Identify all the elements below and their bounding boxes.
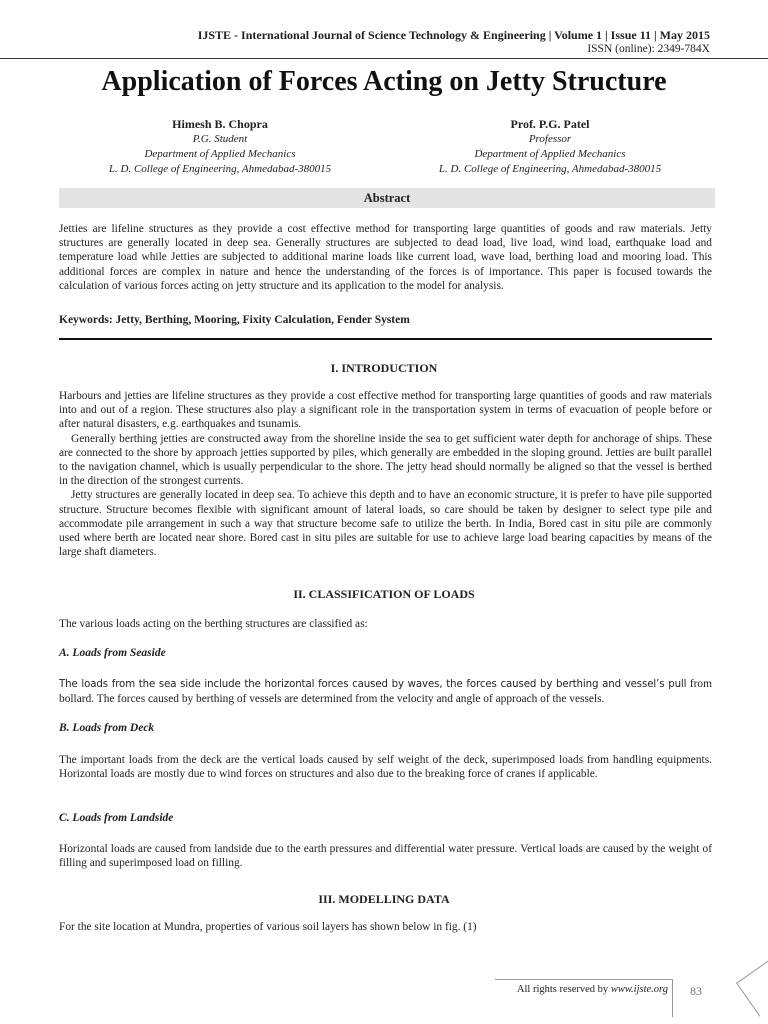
landside-body bbox=[59, 842, 712, 870]
issn-line: ISSN (online): 2349-784X bbox=[587, 43, 710, 55]
intro-paragraph-1: Harbours and jetties are lifeline structures as they provide a cost effective method for transporting large quantities of goods and raw materials into and out of a region. These structures also play a significant role in the transportation system in terms of evacuation of people before or after natural disasters, e.g. earthquakes and tsunamis. bbox=[59, 390, 712, 431]
section-heading-classification: II. CLASSIFICATION OF LOADS bbox=[293, 587, 475, 601]
journal-header: IJSTE - International Journal of Science Technology & Engineering | Volume 1 | Issue 11 | May 2015 bbox=[197, 28, 710, 42]
footer-rights bbox=[517, 984, 668, 995]
section-heading-introduction: I. INTRODUCTION bbox=[330, 361, 438, 375]
modelling-body bbox=[59, 920, 712, 934]
author-inst: L. D. College of Engineering, Ahmedabad-380015 bbox=[108, 163, 332, 175]
footer-rule bbox=[495, 979, 673, 980]
page-number: 83 bbox=[690, 984, 702, 998]
landside-paragraph: Horizontal loads are caused from landside due to the earth pressures and differential water pressure. Vertical loads are caused by the weight of filling and superimposed load on filling. bbox=[59, 843, 712, 870]
classification-intro-text: The various loads acting on the berthing structures are classified as: bbox=[59, 618, 368, 630]
abstract-heading: Abstract bbox=[59, 188, 715, 208]
section-heading-modelling: III. MODELLING DATA bbox=[318, 892, 450, 906]
page-fold-corner bbox=[736, 959, 768, 1016]
header-rule bbox=[0, 58, 768, 59]
author-inst: L. D. College of Engineering, Ahmedabad-380015 bbox=[438, 163, 662, 175]
paper-title: Application of Forces Acting on Jetty Structure bbox=[101, 66, 667, 97]
abstract-paragraph: Jetties are lifeline structures as they provide a cost effective method for transporting large quantities of goods and raw materials. Jetty structures are generally located in deep sea. Generally structures are subjected to dead load, live load, wind load, earthquake load and temperature load while Jetties are subjected to additional marine loads like current load, wave load, berthing load and mooring load. This additional forces are complex in nature and hence the understanding of the forces is of importance. This paper is focused towards the calculation of various forces acting on jetty structure and its application to the model for analysis. bbox=[59, 223, 712, 292]
intro-paragraph-2: Generally berthing jetties are constructed away from the shoreline inside the sea to get sufficient water depth for anchorage of ships. These are connected to the shore by approach jetties supported by piles, which generally are embedded in the sloping ground. Jetties are built parallel to the navigation channel, which is usually perpendicular to the shore. The jetty head should normally be aligned so that the vessel is berthed in the direction of the strongest currents. bbox=[59, 432, 712, 488]
author-role: Professor bbox=[528, 133, 572, 145]
seaside-paragraph bbox=[59, 677, 712, 706]
deck-body bbox=[59, 753, 712, 781]
abstract-rule bbox=[59, 338, 712, 340]
website-link[interactable]: www.ijste.org bbox=[610, 984, 668, 995]
author-dept: Department of Applied Mechanics bbox=[474, 148, 626, 160]
rights-text: All rights reserved by bbox=[516, 984, 611, 995]
keywords-line: Keywords: Jetty, Berthing, Mooring, Fixity Calculation, Fender System bbox=[59, 314, 410, 326]
author-name: Prof. P.G. Patel bbox=[510, 117, 590, 131]
author-block-1 bbox=[40, 116, 400, 177]
intro-paragraph-3: Jetty structures are generally located in deep sea. To achieve this depth and to have an economic structure, it is prefer to have pile supported structure. Structure becomes flexible with significant amount of lateral loads, so care should be taken by designer to select type pile and accommodate pile arrangement in such a way that structure become safe to utilize the berth. In India, Bored cast in situ pile are commonly used where berth are located near shore. Bored cast in situ piles are suitable for use to achieve large load bearing capacities by means of the large shaft diameters. bbox=[59, 489, 712, 559]
author-dept: Department of Applied Mechanics bbox=[144, 148, 296, 160]
subheading-landside: C. Loads from Landside bbox=[59, 812, 174, 824]
author-name: Himesh B. Chopra bbox=[172, 117, 268, 131]
modelling-paragraph: For the site location at Mundra, properties of various soil layers has shown below in fig. (1) bbox=[59, 921, 477, 933]
subheading-seaside: A. Loads from Seaside bbox=[59, 647, 166, 659]
seaside-body bbox=[59, 677, 712, 706]
author-block-2 bbox=[370, 116, 730, 177]
deck-paragraph: The important loads from the deck are the vertical loads caused by self weight of the deck, superimposed loads from handling equipments. Horizontal loads are mostly due to wind forces on structures and also due to the breaking force of cranes if applicable. bbox=[59, 754, 712, 781]
seaside-sans-text: The loads from the sea side include the horizontal forces caused by waves, the forces caused by berthing and vessel’s pull bbox=[59, 679, 687, 690]
abstract-text bbox=[59, 222, 712, 293]
footer-divider bbox=[672, 979, 673, 1017]
author-role: P.G. Student bbox=[192, 133, 248, 145]
seaside-rest-text: from bollard. The forces caused by berthing of vessels are determined from the velocity and angle of approach of the vessels. bbox=[59, 678, 712, 706]
subheading-deck: B. Loads from Deck bbox=[59, 722, 155, 734]
introduction-body bbox=[59, 389, 712, 559]
classification-intro bbox=[59, 617, 712, 631]
